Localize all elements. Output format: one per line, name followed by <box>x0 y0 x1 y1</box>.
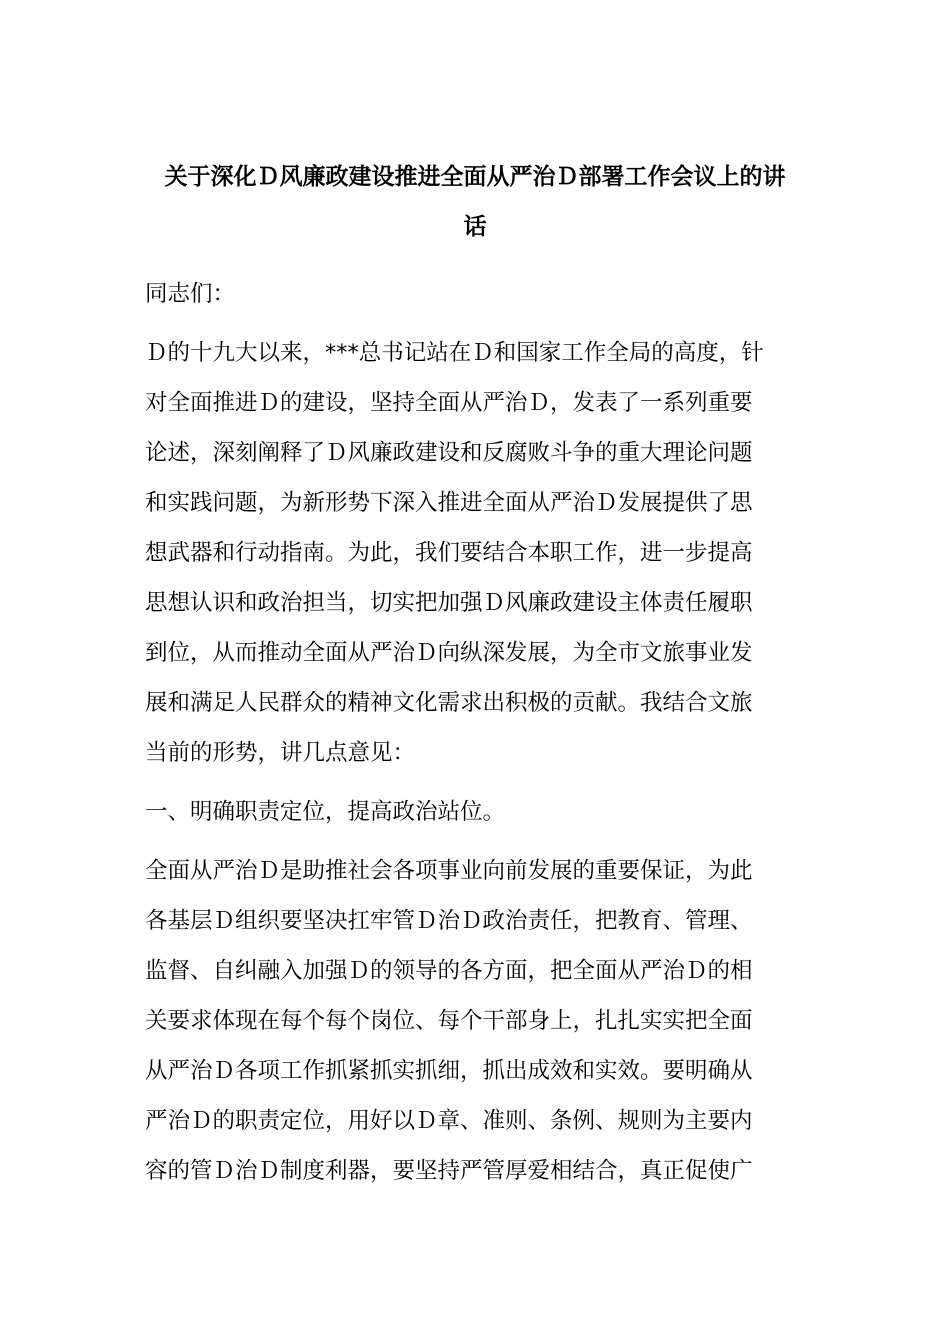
text-line: 和实践问题，为新形势下深入推进全面从严治Ｄ发展提供了思 <box>145 490 753 516</box>
intro-paragraph <box>145 328 810 778</box>
title-line: 话 <box>463 214 487 240</box>
text-line: 关要求体现在每个每个岗位、每个干部身上，扎扎实实把全面 <box>145 1008 753 1034</box>
text-line: Ｄ的十九大以来，***总书记站在Ｄ和国家工作全局的高度，针 <box>145 340 764 366</box>
document-title <box>110 152 840 252</box>
text-line: 监督、自纠融入加强Ｄ的领导的各方面，把全面从严治Ｄ的相 <box>145 958 753 984</box>
text-line: 论述，深刻阐释了Ｄ风廉政建设和反腐败斗争的重大理论问题 <box>145 440 753 466</box>
section-paragraph <box>145 846 810 1196</box>
text-line: 思想认识和政治担当，切实把加强Ｄ风廉政建设主体责任履职 <box>145 590 753 616</box>
text-line: 一、明确职责定位，提高政治站位。 <box>145 799 506 825</box>
salutation-paragraph <box>145 269 810 319</box>
text-line: 同志们： <box>145 281 236 307</box>
text-line: 想武器和行动指南。为此，我们要结合本职工作，进一步提高 <box>145 540 753 566</box>
text-line: 到位，从而推动全面从严治Ｄ向纵深发展，为全市文旅事业发 <box>145 640 753 666</box>
text-line: 当前的形势，讲几点意见： <box>145 740 416 766</box>
text-line: 展和满足人民群众的精神文化需求出积极的贡献。我结合文旅 <box>145 690 753 716</box>
text-line: 各基层Ｄ组织要坚决扛牢管Ｄ治Ｄ政治责任，把教育、管理、 <box>145 908 753 934</box>
text-line: 对全面推进Ｄ的建设，坚持全面从严治Ｄ，发表了一系列重要 <box>145 390 753 416</box>
section-heading <box>145 787 810 837</box>
text-line: 从严治Ｄ各项工作抓紧抓实抓细，抓出成效和实效。要明确从 <box>145 1058 753 1084</box>
text-line: 容的管Ｄ治Ｄ制度利器，要坚持严管厚爱相结合，真正促使广 <box>145 1158 753 1184</box>
document-body <box>145 269 810 1205</box>
text-line: 全面从严治Ｄ是助推社会各项事业向前发展的重要保证，为此 <box>145 858 753 884</box>
title-line: 关于深化Ｄ风廉政建设推进全面从严治Ｄ部署工作会议上的讲 <box>164 164 786 190</box>
text-line: 严治Ｄ的职责定位，用好以Ｄ章、准则、条例、规则为主要内 <box>145 1108 753 1134</box>
